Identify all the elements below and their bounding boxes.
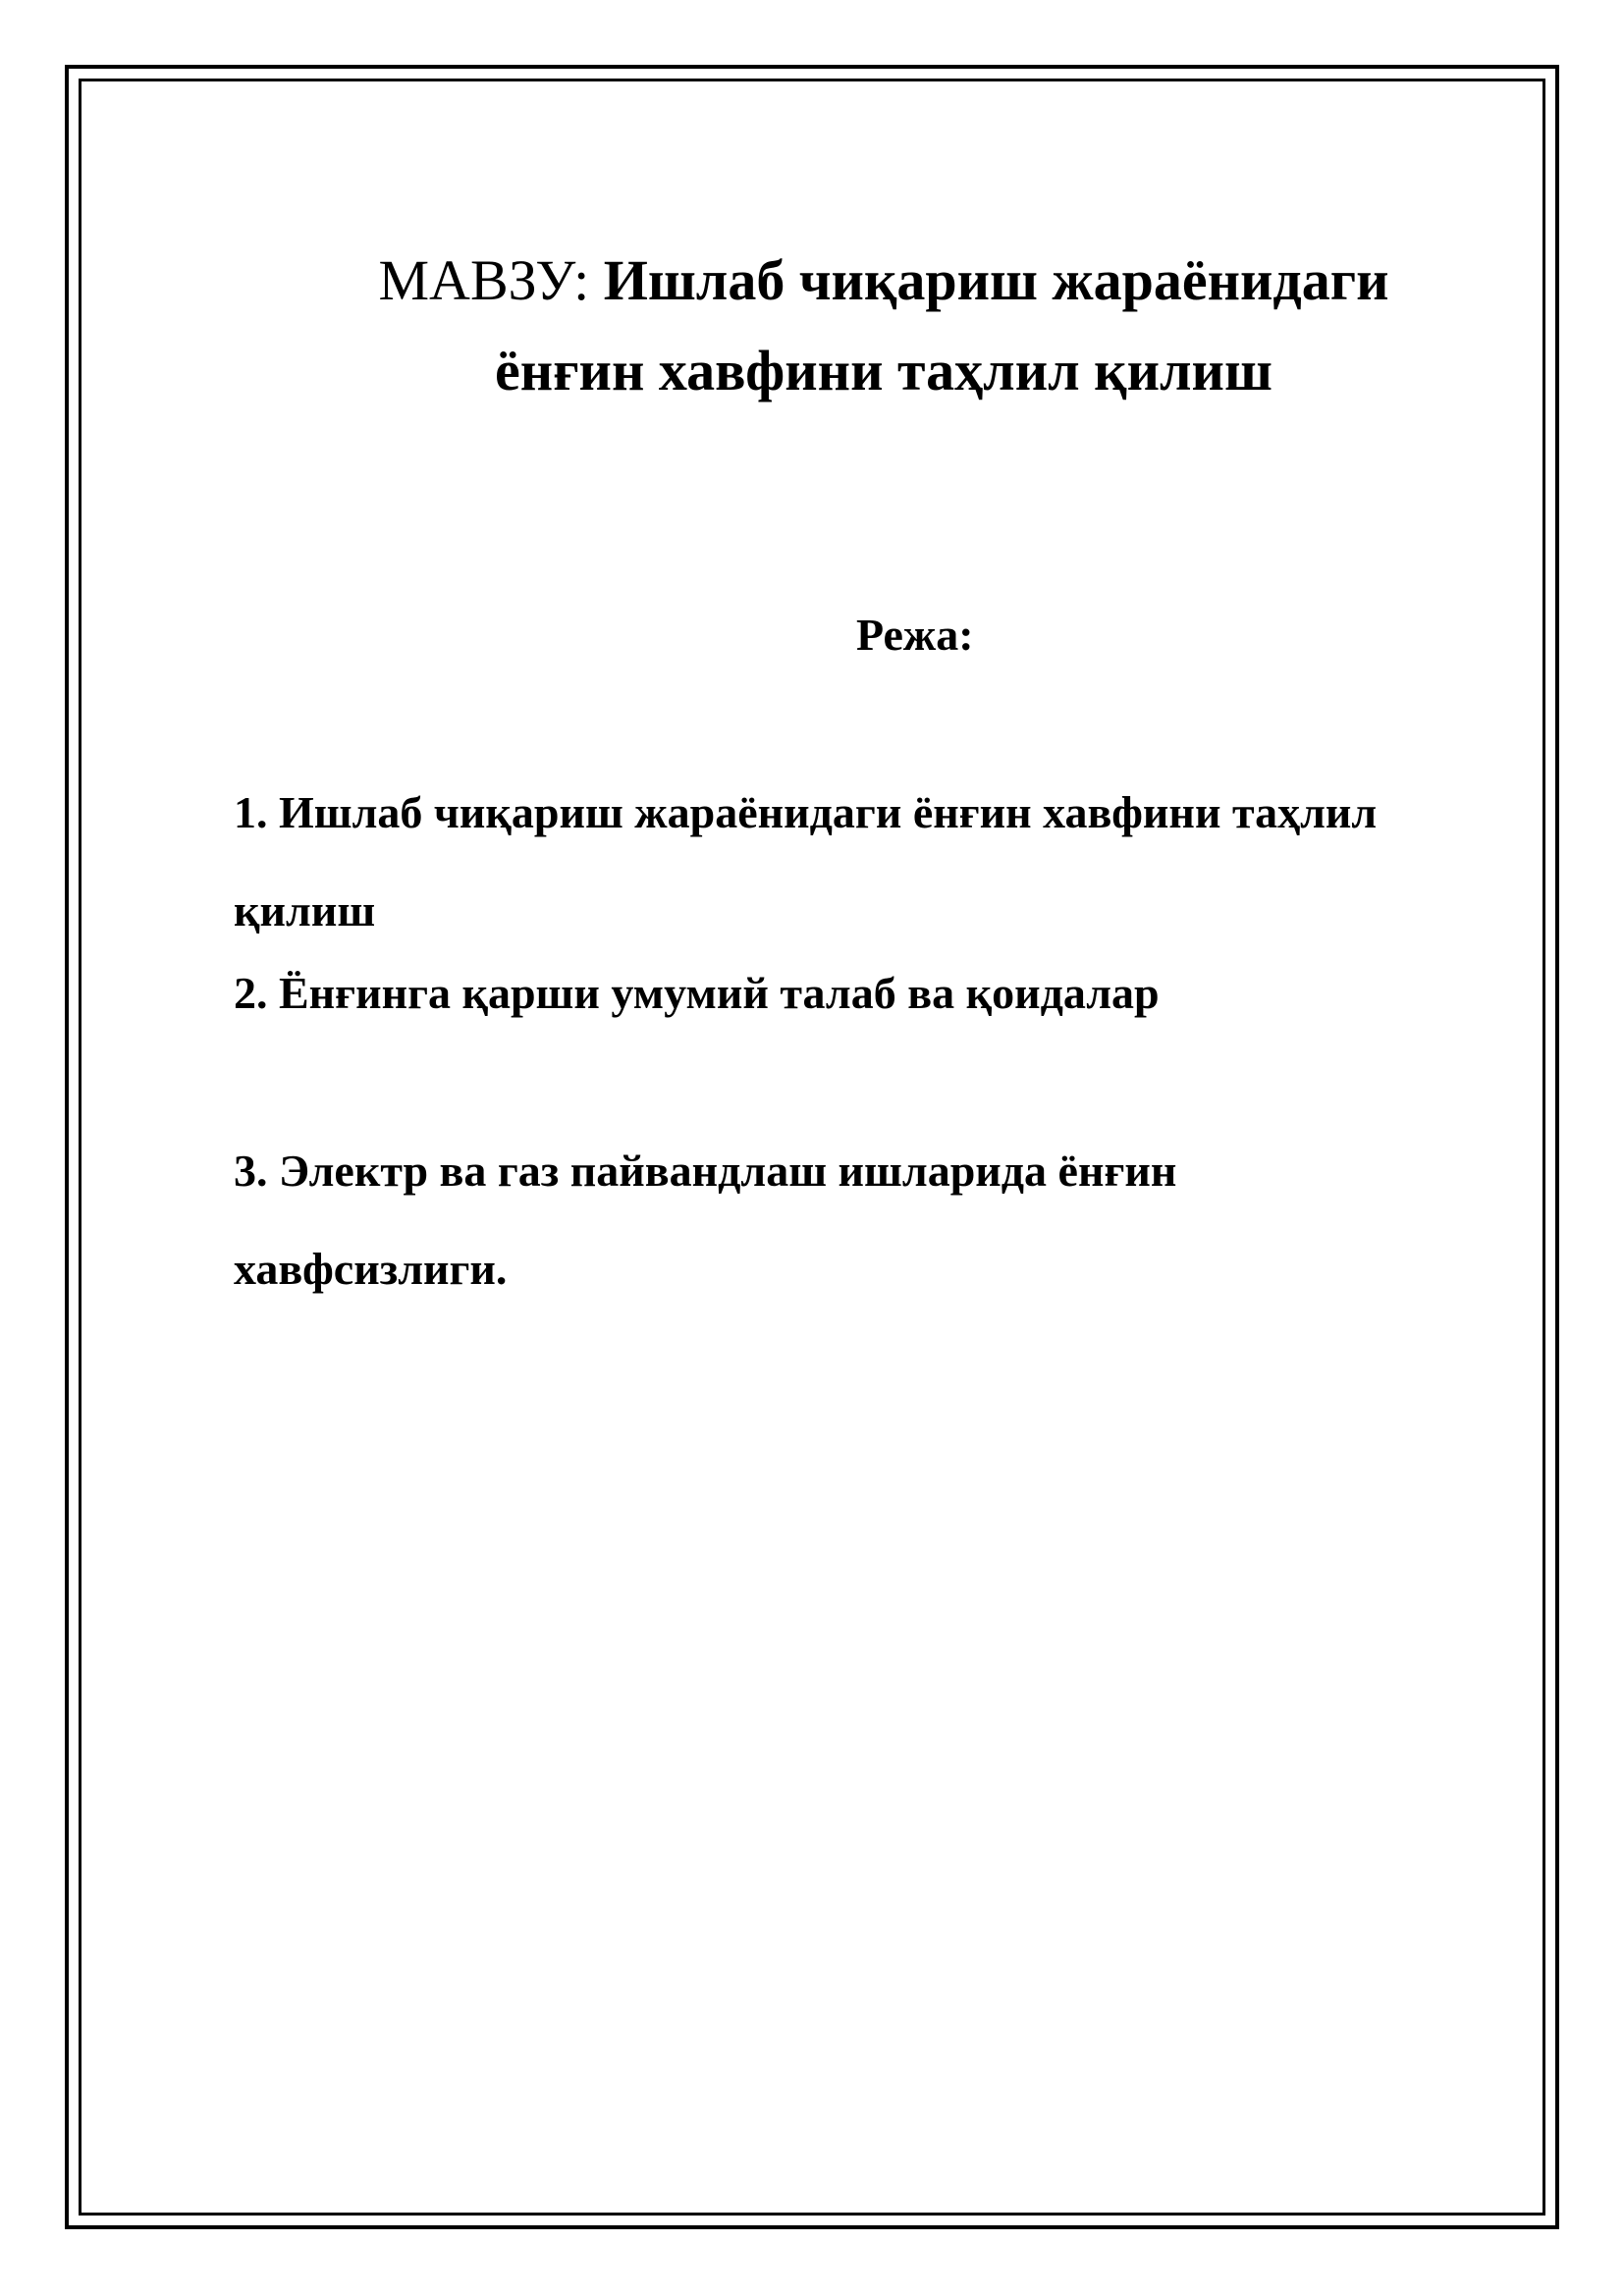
plan-item-3 (234, 1122, 1510, 1318)
title-line-1: Ишлаб чиқариш жараёнидаги (603, 248, 1389, 312)
plan-item-2 (234, 944, 1510, 1042)
plan-item-1 (234, 764, 1510, 960)
plan-item-1-line-1: 1. Ишлаб чиқариш жараёнидаги ёнғин хавфини таҳлил (234, 787, 1378, 837)
document-title (196, 236, 1571, 416)
plan-item-1-line-2: қилиш (234, 885, 376, 935)
title-line-2: ёнғин хавфини таҳлил қилиш (495, 339, 1272, 402)
plan-item-2-line-1: 2. Ёнғинга қарши умумий талаб ва қоидалар (234, 968, 1160, 1018)
plan-item-3-line-1: 3. Электр ва газ пайвандлаш ишларида ёнғин (234, 1146, 1177, 1196)
plan-item-3-line-2: хавфсизлиги. (234, 1244, 508, 1294)
plan-heading: Режа: (856, 610, 974, 660)
title-prefix: МАВЗУ: (378, 248, 590, 312)
